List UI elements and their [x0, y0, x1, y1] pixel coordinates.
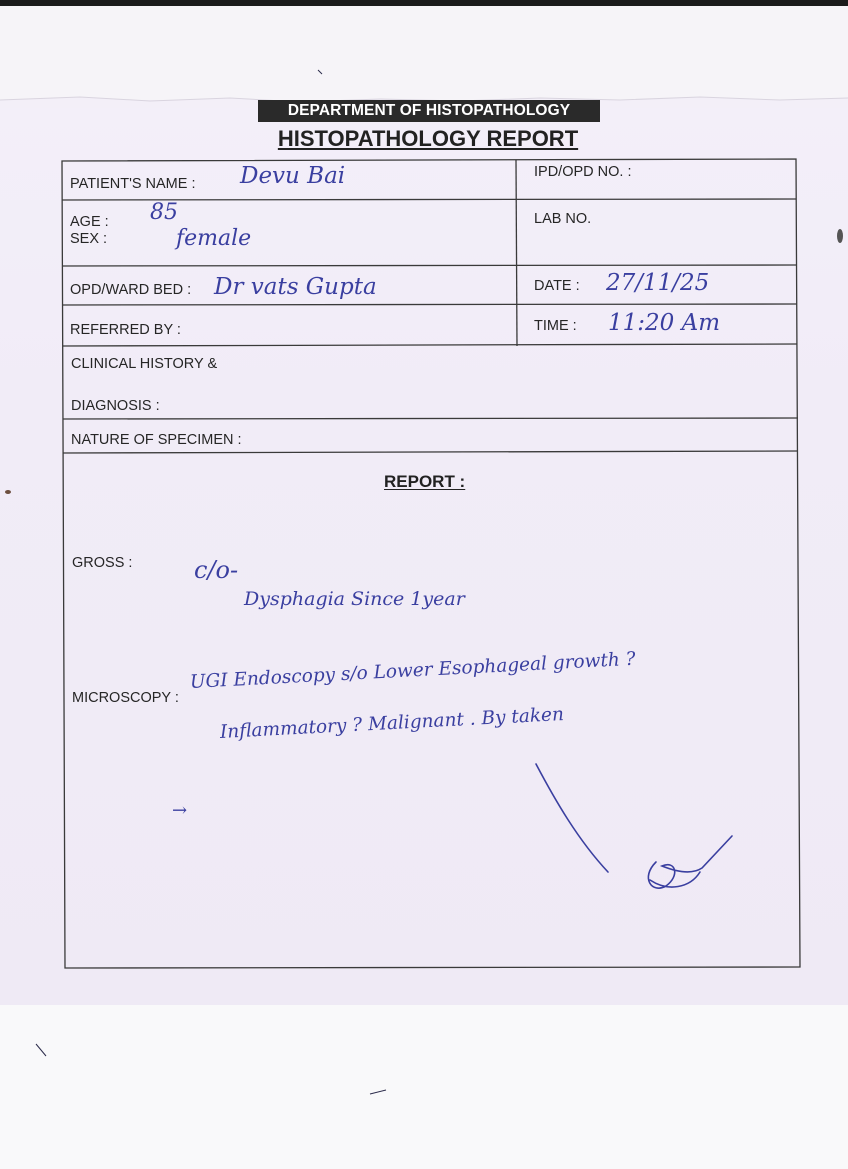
patient-name-label: PATIENT'S NAME : [70, 176, 196, 192]
scan-specks [36, 70, 386, 1094]
time-label: TIME : [534, 318, 577, 334]
ward-bed-value: Dr vats Gupta [214, 274, 377, 300]
ipd-opd-label: IPD/OPD NO. : [534, 164, 632, 180]
referred-by-label: REFERRED BY : [70, 322, 181, 338]
time-value: 11:20 Am [608, 310, 721, 336]
diagnosis-label: DIAGNOSIS : [71, 398, 160, 414]
age-label: AGE : [70, 214, 109, 230]
ward-bed-label: OPD/WARD BED : [70, 282, 192, 298]
diagonal-pen-stroke [536, 764, 608, 872]
microscopy-label: MICROSCOPY : [72, 690, 179, 706]
age-value: 85 [150, 200, 178, 225]
date-value: 27/11/25 [606, 270, 710, 296]
note-impression: Inflammatory ? Malignant . By taken [219, 703, 565, 743]
note-complaint-of: c/o- [194, 556, 239, 584]
department-banner: DEPARTMENT OF HISTOPATHOLOGY [258, 100, 600, 122]
note-arrow: → [172, 800, 188, 821]
lab-no-label: LAB NO. [534, 211, 592, 227]
paper-speck [5, 490, 11, 494]
sex-label: SEX : [70, 231, 108, 247]
specimen-label: NATURE OF SPECIMEN : [71, 432, 242, 448]
note-dysphagia: Dysphagia Since 1year [244, 588, 465, 610]
signature-mark [648, 836, 732, 888]
gross-label: GROSS : [72, 555, 133, 571]
punch-hole-shadow [837, 229, 843, 243]
report-heading: REPORT : [384, 472, 466, 491]
clinical-history-label: CLINICAL HISTORY & [71, 356, 218, 372]
patient-name-value: Devu Bai [240, 163, 346, 189]
report-title: HISTOPATHOLOGY REPORT [277, 126, 579, 151]
note-endoscopy: UGI Endoscopy s/o Lower Esophageal growth ? [189, 648, 637, 693]
sex-value: female [176, 226, 252, 251]
date-label: DATE : [534, 278, 580, 294]
